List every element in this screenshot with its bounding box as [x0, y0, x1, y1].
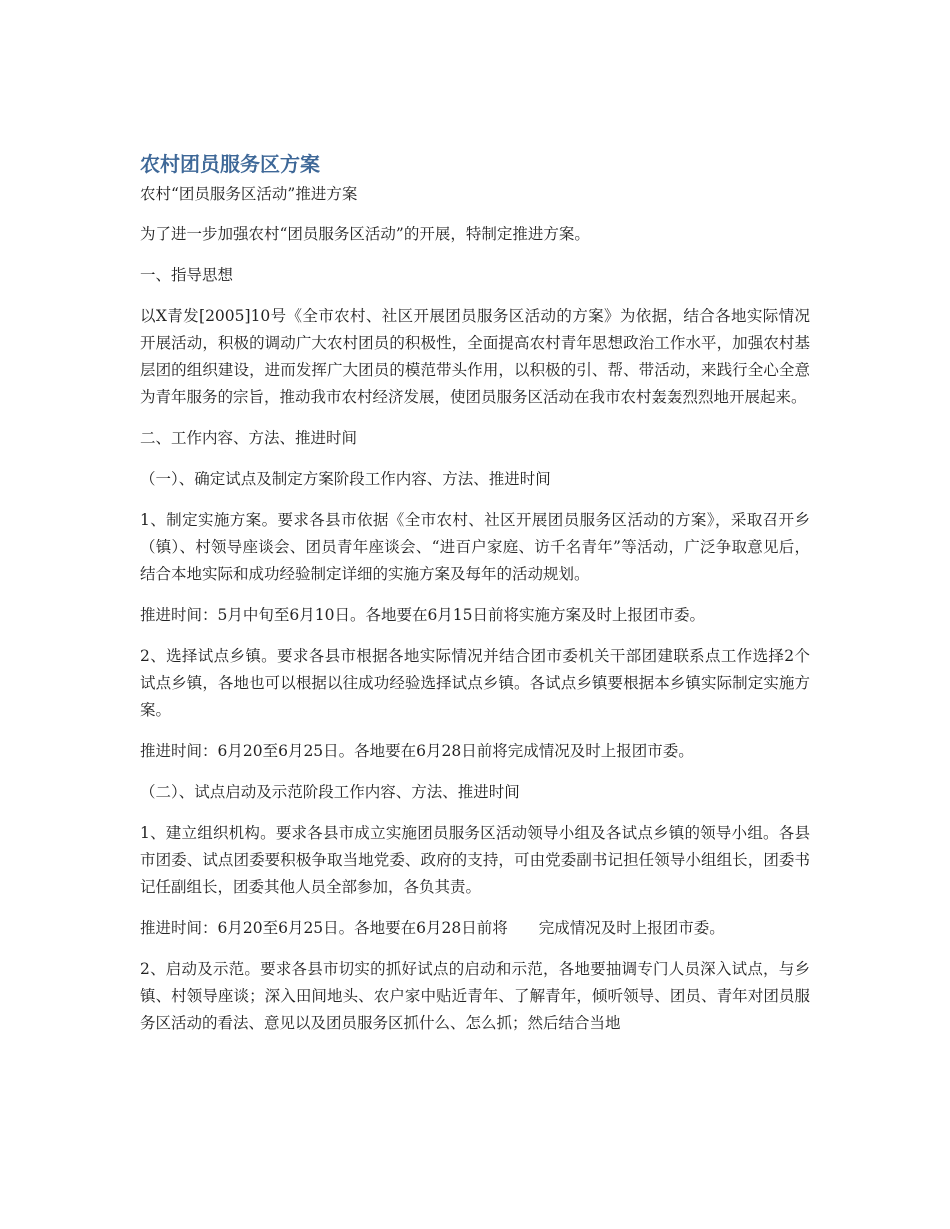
- section-heading-guiding-ideology: 一、指导思想: [140, 266, 234, 284]
- paragraph-launch-demonstration: 2、启动及示范。要求各县市切实的抓好试点的启动和示范，各地要抽调专门人员深入试点，与乡镇、村领导座谈；深入田间地头、农户家中贴近青年、了解青年，倾听领导、团员、青年对团员服务区活动的看法、意见以及团员服务区抓什么、怎么抓；然后结合当地: [140, 960, 810, 1032]
- subsection-heading-pilot-selection: （一）、确定试点及制定方案阶段工作内容、方法、推进时间: [140, 470, 551, 488]
- paragraph-intro: 为了进一步加强农村“团员服务区活动”的开展，特制定推进方案。: [140, 225, 590, 243]
- document-subtitle: 农村“团员服务区活动”推进方案: [140, 185, 358, 203]
- document-page: [140, 150, 810, 1037]
- paragraph-organization: 1、建立组织机构。要求各县市成立实施团员服务区活动领导小组及各试点乡镇的领导小组。各县市团委、试点团委要积极争取当地党委、政府的支持，可由党委副书记担任领导小组组长，团委书记任副组长，团委其他人员全部参加，各负其责。: [140, 824, 810, 896]
- paragraph-implementation-plan: 1、制定实施方案。要求各县市依据《全市农村、社区开展团员服务区活动的方案》，采取召开乡（镇）、村领导座谈会、团员青年座谈会、“进百户家庭、访千名青年”等活动，广泛争取意见后，结合本地实际和成功经验制定详细的实施方案及每年的活动规划。: [140, 511, 810, 583]
- paragraph-schedule-1: 推进时间：5月中旬至6月10日。各地要在6月15日前将实施方案及时上报团市委。: [140, 606, 706, 624]
- paragraph-schedule-3: 推进时间：6月20至6月25日。各地要在6月28日前将 完成情况及时上报团市委。: [140, 919, 725, 937]
- paragraph-guiding-ideology: 以X青发[2005]10号《全市农村、社区开展团员服务区活动的方案》为依据，结合各地实际情况开展活动，积极的调动广大农村团员的积极性，全面提高农村青年思想政治工作水平，加强农村基层团的组织建设，进而发挥广大团员的模范带头作用，以积极的引、帮、带活动，来践行全心全意为青年服务的宗旨，推动我市农村经济发展，使团员服务区活动在我市农村轰轰烈烈地开展起来。: [140, 307, 810, 406]
- paragraph-schedule-2: 推进时间：6月20至6月25日。各地要在6月28日前将完成情况及时上报团市委。: [140, 742, 694, 760]
- section-heading-work-content: 二、工作内容、方法、推进时间: [140, 429, 358, 447]
- document-title: 农村团员服务区方案: [140, 152, 320, 176]
- subsection-heading-pilot-launch: （二）、试点启动及示范阶段工作内容、方法、推进时间: [140, 783, 520, 801]
- paragraph-select-pilot-towns: 2、选择试点乡镇。要求各县市根据各地实际情况并结合团市委机关干部团建联系点工作选择2个试点乡镇，各地也可以根据以往成功经验选择试点乡镇。各试点乡镇要根据本乡镇实际制定实施方案。: [140, 647, 810, 719]
